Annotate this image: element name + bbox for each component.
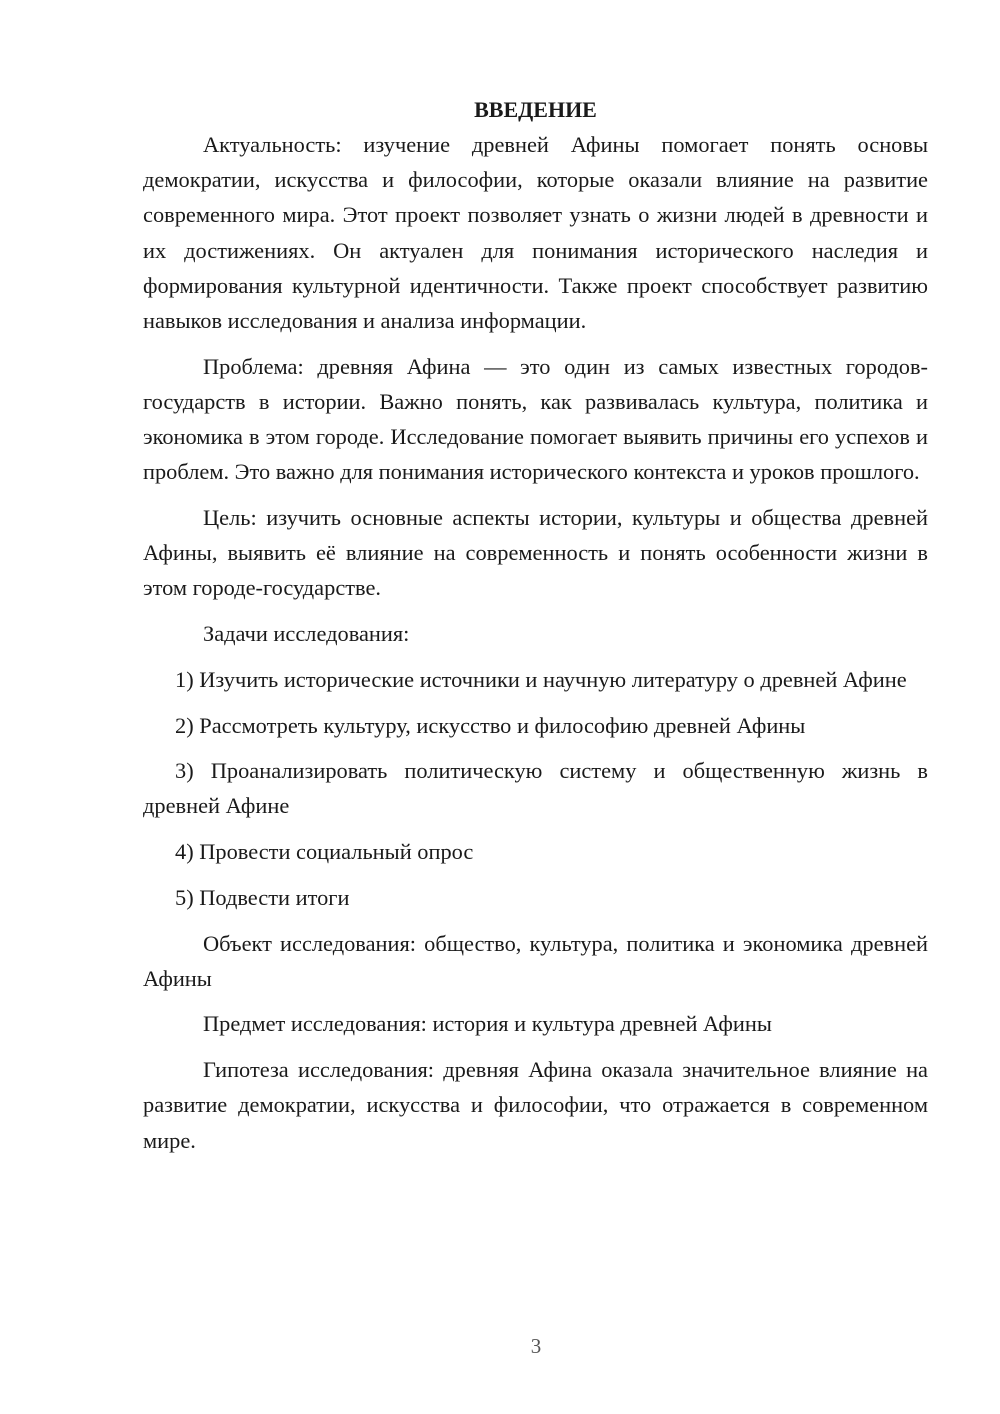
page-body [143,92,928,1158]
paragraph-object: Объект исследования: общество, культура, политика и экономика древней Афины [143,930,928,991]
task-item-1: 1) Изучить исторические источники и научную литературу о древней Афине [175,666,907,692]
task-item-4: 4) Провести социальный опрос [175,839,474,865]
paragraph-problem: Проблема: древняя Афина — это один из самых известных городов-государств в истории. Важно понять, как развивалась культура, политика и экономика в этом городе. Исследование помогает выявить причины его успехов и проблем. Это важно для понимания исторического контекста и уроков прошлого. [143,353,928,485]
tasks-heading: Задачи исследования: [203,621,410,647]
paragraph-hypothesis: Гипотеза исследования: древняя Афина оказала значительное влияние на развитие демократии, искусства и философии, что отражается в современном мире. [143,1057,928,1153]
task-item-5: 5) Подвести итоги [175,884,350,910]
task-item-3: 3) Проанализировать политическую систему и общественную жизнь в древней Афине [143,758,928,819]
paragraph-subject: Предмет исследования: история и культура древней Афины [203,1011,772,1037]
section-title: ВВЕДЕНИЕ [474,97,597,122]
paragraph-relevance: Актуальность: изучение древней Афины помогает понять основы демократии, искусства и философии, которые оказали влияние на развитие современного мира. Этот проект позволяет узнать о жизни людей в древности и их достижениях. Он актуален для понимания исторического наследия и формирования культурной идентичности. Также проект способствует развитию навыков исследования и анализа информации. [143,132,928,334]
task-item-2: 2) Рассмотреть культуру, искусство и философию древней Афины [175,712,806,738]
paragraph-goal: Цель: изучить основные аспекты истории, культуры и общества древней Афины, выявить её влияние на современность и понять особенности жизни в этом городе-государстве. [143,505,928,601]
page-number: 3 [530,1334,542,1358]
